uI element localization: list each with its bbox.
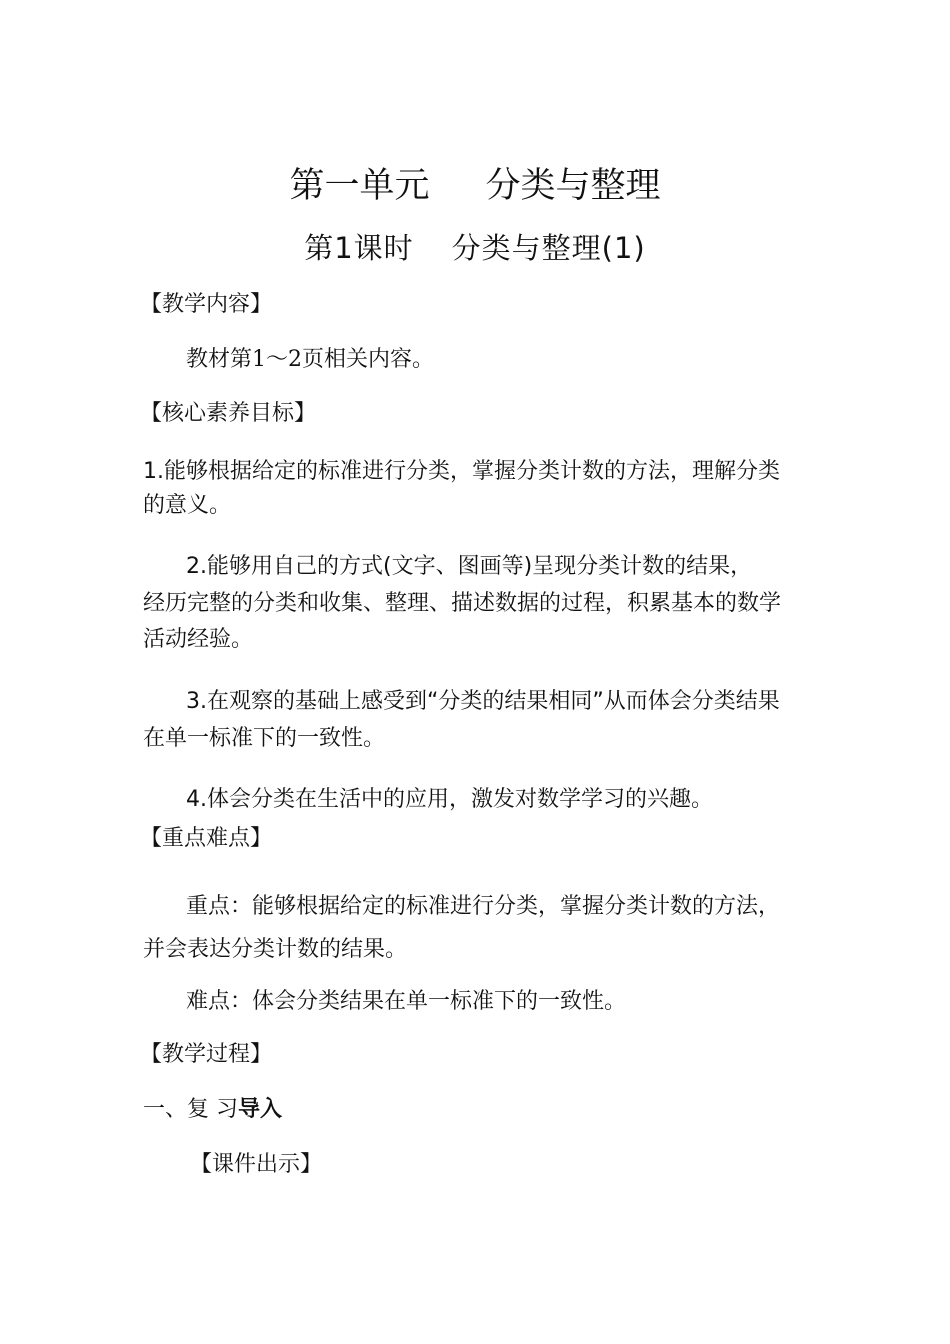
goal-1-line-1: 1.能够根据给定的标准进行分类，掌握分类计数的方法，理解分类 bbox=[143, 459, 780, 484]
lesson-title bbox=[0, 229, 950, 267]
goal-2-line-2: 经历完整的分类和收集、整理、描述数据的过程，积累基本的数学 bbox=[143, 591, 782, 616]
goal-3-line-1: 3.在观察的基础上感受到“分类的结果相同”从而体会分类结果 bbox=[186, 689, 780, 714]
unit-title bbox=[0, 164, 950, 208]
lesson-title-name: 分类与整理(1) bbox=[451, 231, 646, 265]
goal-2-line-1: 2.能够用自己的方式(文字、图画等)呈现分类计数的结果， bbox=[186, 554, 753, 579]
section-heading-goals: 【核心素养目标】 bbox=[140, 401, 317, 426]
step-1-suffix: 导入 bbox=[238, 1097, 283, 1122]
goal-4-line-1: 4.体会分类在生活中的应用，激发对数学学习的兴趣。 bbox=[186, 787, 713, 812]
goal-3-line-2: 在单一标准下的一致性。 bbox=[143, 726, 386, 751]
section-heading-process: 【教学过程】 bbox=[140, 1042, 273, 1067]
goal-2-line-3: 活动经验。 bbox=[143, 627, 254, 652]
goal-1-line-2: 的意义。 bbox=[143, 493, 232, 518]
step-1-label: 一、复 习 bbox=[143, 1097, 238, 1122]
difficult-point-line: 难点：体会分类结果在单一标准下的一致性。 bbox=[186, 989, 627, 1014]
unit-title-number: 第一单元 bbox=[289, 166, 430, 206]
section-heading-content: 【教学内容】 bbox=[140, 292, 273, 317]
courseware-heading: 【课件出示】 bbox=[190, 1152, 323, 1177]
key-point-line-1: 重点：能够根据给定的标准进行分类，掌握分类计数的方法， bbox=[186, 894, 781, 919]
unit-title-name: 分类与整理 bbox=[485, 166, 661, 206]
step-1-heading bbox=[143, 1095, 282, 1125]
lesson-title-number: 第1课时 bbox=[304, 231, 414, 265]
section-heading-key-points: 【重点难点】 bbox=[140, 826, 273, 851]
content-text: 教材第1～2页相关内容。 bbox=[186, 347, 434, 372]
key-point-line-2: 并会表达分类计数的结果。 bbox=[143, 937, 408, 962]
